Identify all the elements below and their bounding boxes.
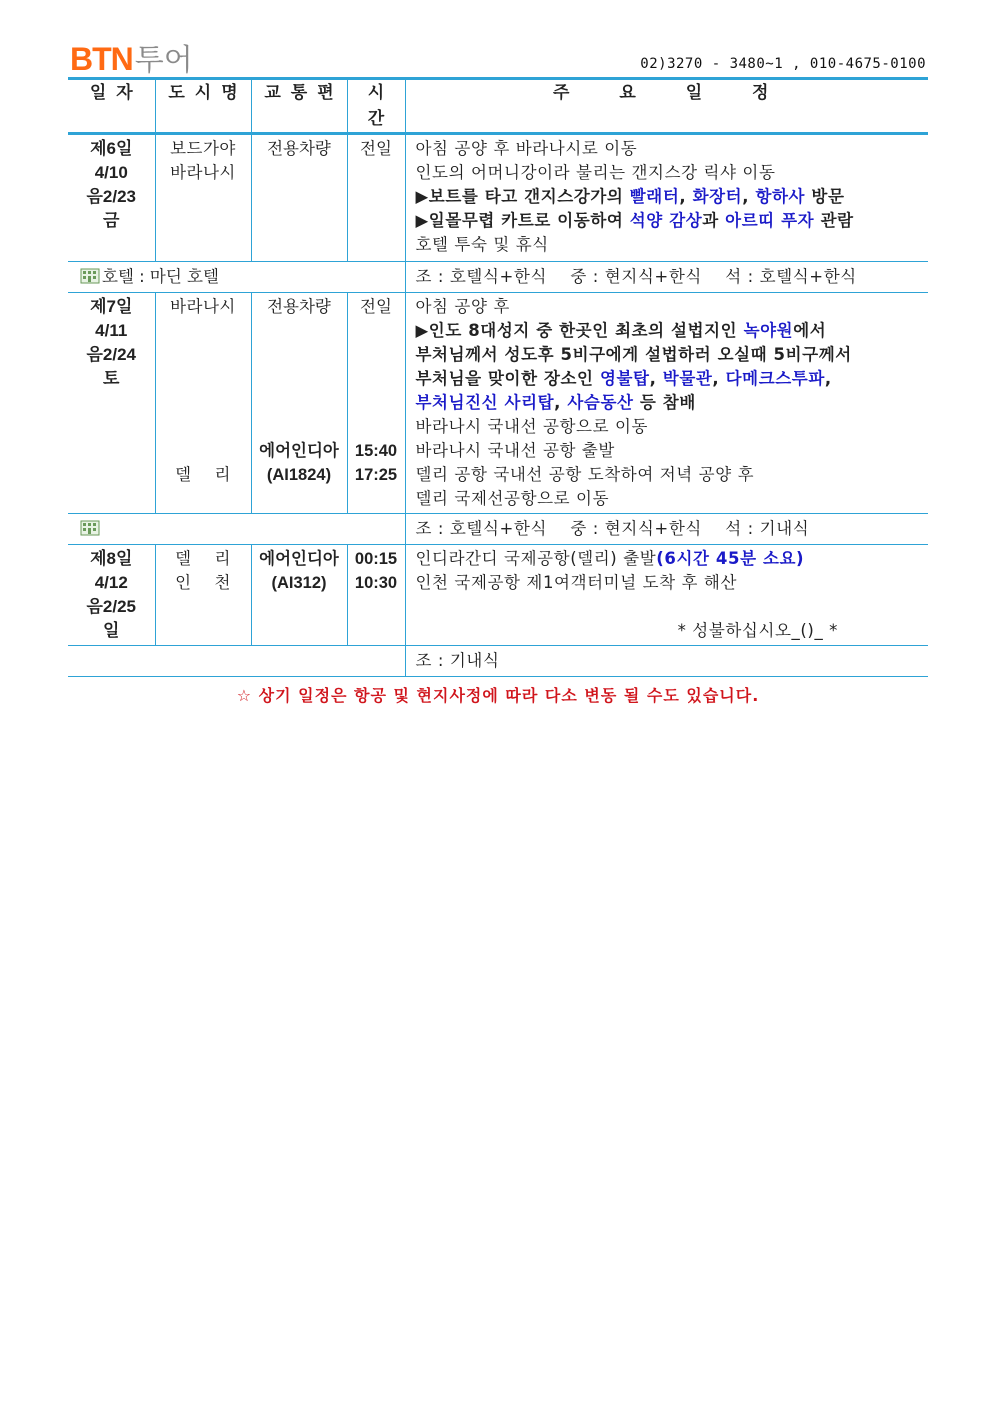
schedule-line bbox=[416, 185, 929, 209]
schedule-text: , bbox=[554, 393, 568, 412]
schedule-text: 방문 bbox=[805, 187, 845, 206]
schedule-text: 관람 bbox=[814, 211, 854, 230]
logo-sub: 투어 bbox=[134, 44, 193, 77]
schedule-text: 부처님을 맞이한 장소인 bbox=[415, 369, 600, 388]
highlight-place: 영불탑 bbox=[599, 369, 650, 388]
departure-time: 15:40 bbox=[354, 442, 398, 460]
logo-main: BTN bbox=[70, 41, 133, 77]
schedule-line: 바라나시 국내선 공항으로 이동 bbox=[415, 417, 649, 436]
highlight-place: 화장터 bbox=[692, 187, 743, 206]
time-value: 전일 bbox=[360, 297, 392, 316]
schedule-line: 인천 국제공항 제1여객터미널 도착 후 해산 bbox=[415, 573, 737, 592]
schedule-text: ▶보트를 타고 갠지스강가의 bbox=[415, 187, 630, 206]
itinerary-page bbox=[68, 40, 928, 706]
schedule-cell bbox=[405, 134, 928, 262]
meal-row bbox=[68, 646, 928, 677]
transport-cell bbox=[251, 545, 347, 646]
departure-time: 00:15 bbox=[354, 550, 398, 568]
hotel-icon bbox=[80, 520, 100, 536]
col-header-date: 일자 bbox=[68, 80, 155, 134]
city-cell bbox=[155, 134, 251, 262]
schedule-text: , bbox=[649, 369, 663, 388]
schedule-text: 에서 bbox=[793, 321, 827, 340]
schedule-line: 델리 공항 국내선 공항 도착하여 저녁 공양 후 bbox=[415, 465, 755, 484]
highlight-place: 박물관 bbox=[662, 369, 713, 388]
city-cell bbox=[155, 545, 251, 646]
col-header-transport: 교통편 bbox=[251, 80, 347, 134]
hotel-cell bbox=[68, 262, 405, 293]
hotel-name: 호텔 : 마딘 호텔 bbox=[102, 267, 219, 286]
city-cell bbox=[155, 293, 251, 514]
flight-number: (AI312) bbox=[271, 574, 327, 592]
day-date: 4/10 bbox=[94, 163, 128, 182]
day-weekday: 금 bbox=[103, 211, 120, 230]
time-cell: 전일 bbox=[347, 134, 405, 262]
day-number: 제6일 bbox=[90, 139, 133, 158]
day-number: 제7일 bbox=[90, 297, 133, 316]
highlight-place: 석양 감상 bbox=[629, 211, 703, 230]
highlight-place: 부처님진신 사리탑 bbox=[415, 393, 555, 412]
flight-duration: (6시간 45분 소요) bbox=[656, 549, 805, 568]
hotel-cell bbox=[68, 514, 405, 545]
schedule-text: , bbox=[742, 187, 756, 206]
arrival-time: 10:30 bbox=[354, 574, 398, 592]
flight-airline: 에어인디아 bbox=[259, 442, 339, 460]
transport-name: 전용차량 bbox=[267, 297, 331, 316]
hotel-meal-row bbox=[68, 262, 928, 293]
schedule-change-note: ☆ 상기 일정은 항공 및 현지사정에 따라 다소 변동 될 수도 있습니다. bbox=[236, 686, 760, 705]
col-header-schedule: 주 요 일 정 bbox=[405, 80, 928, 134]
arrival-time: 17:25 bbox=[354, 466, 398, 484]
highlight-place: 다메크스투파 bbox=[725, 369, 825, 388]
schedule-line: 아침 공양 후 바라나시로 이동 bbox=[415, 139, 638, 158]
hotel-meal-row bbox=[68, 514, 928, 545]
meal-cell: 조 : 호텔식+한식 중 : 현지식+한식 석 : 호텔식+한식 bbox=[405, 262, 928, 293]
schedule-text: , bbox=[824, 369, 832, 388]
schedule-text: 과 bbox=[702, 211, 726, 230]
day-cell bbox=[68, 134, 155, 262]
day-weekday: 일 bbox=[103, 621, 120, 640]
schedule-line bbox=[416, 391, 929, 415]
time-cell bbox=[347, 293, 405, 514]
schedule-line bbox=[416, 209, 929, 233]
day-weekday: 토 bbox=[103, 369, 120, 388]
table-row bbox=[68, 545, 928, 646]
day-cell bbox=[68, 293, 155, 514]
schedule-line: 델리 국제선공항으로 이동 bbox=[415, 489, 610, 508]
highlight-place: 항하사 bbox=[755, 187, 806, 206]
header bbox=[68, 40, 928, 76]
schedule-text: ▶인도 8대성지 중 한곳인 최초의 설법지인 bbox=[415, 321, 744, 340]
schedule-line: 인도의 어머니강이라 불리는 갠지스강 릭샤 이동 bbox=[415, 163, 776, 182]
schedule-line bbox=[416, 367, 929, 391]
schedule-cell bbox=[405, 545, 928, 646]
schedule-line bbox=[416, 319, 929, 343]
day-lunar-date: 음2/23 bbox=[86, 187, 136, 206]
day-number: 제8일 bbox=[90, 549, 133, 568]
schedule-line: 부처님께서 성도후 5비구에게 설법하러 오실때 5비구께서 bbox=[415, 345, 852, 364]
highlight-place: 빨래터 bbox=[629, 187, 680, 206]
schedule-cell bbox=[405, 293, 928, 514]
contact-phone: 02)3270 - 3480~1 , 010-4675-0100 bbox=[640, 56, 926, 72]
hotel-cell bbox=[68, 646, 405, 677]
blessing-text: * 성불하십시오_()_ * bbox=[677, 621, 838, 640]
schedule-line: 아침 공양 후 bbox=[415, 297, 510, 316]
schedule-line: 호텔 투숙 및 휴식 bbox=[415, 235, 549, 254]
city-name: 바라나시 bbox=[170, 297, 236, 316]
col-header-time: 시간 bbox=[347, 80, 405, 134]
schedule-text: , bbox=[712, 369, 726, 388]
highlight-place: 사슴동산 bbox=[567, 393, 634, 412]
schedule-text: ▶일몰무렵 카트로 이동하여 bbox=[415, 211, 630, 230]
table-row bbox=[68, 293, 928, 514]
city-name: 인 천 bbox=[175, 573, 231, 592]
day-cell bbox=[68, 545, 155, 646]
schedule-line: 바라나시 국내선 공항 출발 bbox=[415, 441, 615, 460]
highlight-place: 아르띠 푸자 bbox=[725, 211, 815, 230]
table-row bbox=[68, 134, 928, 262]
transport-cell bbox=[251, 293, 347, 514]
day-date: 4/11 bbox=[95, 321, 128, 340]
itinerary-table bbox=[68, 79, 928, 677]
hotel-icon bbox=[80, 268, 100, 284]
schedule-line bbox=[416, 547, 929, 571]
city-name: 바라나시 bbox=[170, 163, 236, 182]
day-date: 4/12 bbox=[94, 573, 128, 592]
transport-cell: 전용차량 bbox=[251, 134, 347, 262]
meal-cell: 조 : 호텔식+한식 중 : 현지식+한식 석 : 기내식 bbox=[405, 514, 928, 545]
flight-airline: 에어인디아 bbox=[259, 550, 339, 568]
city-name: 보드가야 bbox=[170, 139, 236, 158]
highlight-place: 녹야원 bbox=[743, 321, 794, 340]
day-lunar-date: 음2/25 bbox=[86, 597, 136, 616]
btn-tour-logo bbox=[70, 42, 193, 78]
flight-number: (AI1824) bbox=[266, 466, 332, 484]
schedule-text: 등 참배 bbox=[633, 393, 696, 412]
meal-cell: 조 : 기내식 bbox=[405, 646, 928, 677]
schedule-text: 인디라간디 국제공항(델리) 출발 bbox=[415, 549, 657, 568]
schedule-text: , bbox=[679, 187, 693, 206]
city-name: 델 리 bbox=[175, 549, 231, 568]
time-cell bbox=[347, 545, 405, 646]
table-header-row bbox=[68, 80, 928, 134]
city-name: 델 리 bbox=[175, 465, 231, 484]
col-header-city: 도시명 bbox=[155, 80, 251, 134]
day-lunar-date: 음2/24 bbox=[86, 345, 136, 364]
